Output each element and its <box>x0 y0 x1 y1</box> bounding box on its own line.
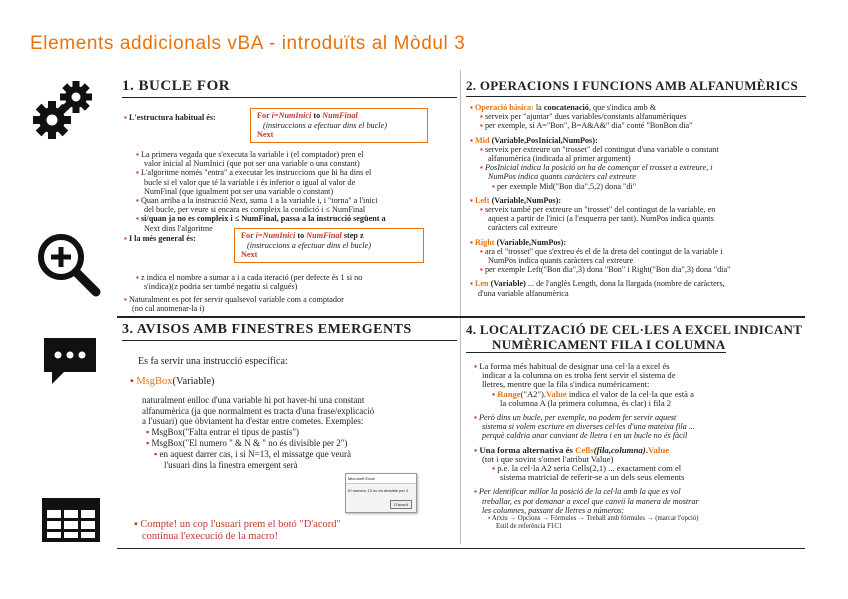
msgbox-dialog: Microsoft Excel El numero 13 no és divisible per 2 D'acord <box>345 473 417 513</box>
structure-label: ▪ L'estructura habitual és: <box>124 113 216 122</box>
divider-vertical <box>460 70 461 544</box>
message-bubble-icon <box>42 336 98 391</box>
page-title: Elements addicionals vBA - introduïts al Mòdul 3 <box>30 33 466 54</box>
code-box-for: For i=NumInici to NumFinal (instruccions a efectuar dins el bucle) Next <box>250 108 428 143</box>
section-cells: 4. LOCALITZACIÓ DE CEL·LES A EXCEL INDICANT NUMÈRICAMENT FILA I COLUMNA ▪ La forma més habitual de designar una cel·la a excel és indicar a la columna on es troba fent servir el sistema de lletres, mentre que la fila s'indica numèricament: ▪ Range("A2").Value indica el valor de la cel·la que està a la columna A (la primera columna, és clar) i fila 2 ▪ Però dins un bucle, per exemple, no podem fer servir aquest sistema si volem escriure en diverses cel·les d'una mateixa fila ... perquè caldria anar canviant de lletra i en un bucle no és fàcil ▪ Una forma alternativa és Cells(fila,columna).Value (tot i que sovint s'omet l'atribut Value) ▪ p.e. la cel·la A2 seria Cells(2,1) ... exactament com el sistema matricial de referir-se a un dels seus elements ▪ Per identificar millor la posició de la cel·la amb la que es vol treballar, es pot demanar a excel que canvii la manera de mostrar les columnes, passant de lletres a números: ▪ Arxiu → Opcions → Fórmules → Treball amb fórmules → (marcar l'opció) Estil de referència F1C1 <box>466 322 806 548</box>
zoom-in-icon <box>36 232 102 303</box>
section-avisos: 3. AVISOS AMB FINESTRES EMERGENTS Es fa servir una instrucció específica: ▪ MsgBox(Variable) naturalment enlloc d'una variable hi pot haver-hi una constant alfanumèrica (ja que normalment es tracta d'una frase/explicació a l'usuari) que òbviament ha d'estar entre cometes. Exemples: ▪ MsgBox("Falta entrar el tipus de pastís") ▪ MsgBox("El numero " & N & " no és divisible per 2") ▪ en aquest darrer cas, i si N=13, el missatge que veurà l'usuari dins la finestra emergent serà Microsoft Excel El numero 13 no és divisible per 2 D'acord ▪ Compte! un cop l'usuari prem el botó "D'acord" continua l'execució de la macro! <box>122 322 457 548</box>
section-alfanumerics: 2. OPERACIONS I FUNCIONS AMB ALFANUMÈRICS ▪ Operació bàsica: la concatenació, que s'indica amb & ▪ serveix per "ajuntar" dues variables/constants alfanumèriques ▪ per exemple, si A="Bon", B=A&A&" dia" conté "BonBon dia" ▪ Mid (Variable,PosInicial,NumPos): ▪ serveix per extreure un "trosset" del contingut d'una variable o constant alfanumèrica (indicada al primer argument) ▪ PosInicial indica la posició on ha de començar el trosset a extreure, i NumPos indica quants caràcters cal extreure ▪ per exemple Mid("Bon dia",5,2) dona "di" ▪ Left (Variable,NumPos): ▪ serveix també per extreure un "trosset" del contingut de la variable, en aquest a partir de l'inici (a l'esquerra per tant). NumPos indica quants caràcters cal extreure ▪ Right (Variable,NumPos): ▪ ara el "trosset" que s'extreu és el de la dreta del contingut de la variable i NumPos indica quants caràcters cal extreure ▪ per exemple Left("Bon dia",3) dona "Bon" i Right("Bon dia",3) dona "dia" ▪ Len (Variable) ... de l'anglès Length, dona la llargada (nombre de caràcters, d'una variable alfanumèrica <box>466 78 806 316</box>
section-title: 3. AVISOS AMB FINESTRES EMERGENTS <box>122 322 457 341</box>
section-bucle-for: 1. BUCLE FOR ▪ L'estructura habitual és: For i=NumInici to NumFinal (instruccions a efectuar dins el bucle) Next ▪ La primera vegada que s'executa la variable i (el comptador) pren el valor inicial al NumInici (que pot ser una variable o una constant) ▪ L'algoritme només "entra" a executar les instruccions que hi ha dins el bucle si el valor que té la variable i és inferior o igual al valor de NumFinal (que igualment pot ser una variable o constant) ▪ Quan arriba a la instrucció Next, suma 1 a la variable i, i "torna" a l'inici del bucle, per veure si encara es compleix la condició i ≤ NumFinal ▪ si/quan ja no es compleix i ≤ NumFinal, passa a la instrucció següent a Next dins l'algoritme ▪ I la més general és: For i=NumInici to NumFinal step z (instruccions a efectuar dins el bucle) Next ▪ z indica el nombre a sumar a i a cada iteració (per defecte és 1 si no s'indica)(z podria ser també negatiu si calgués) ▪ Naturalment es pot fer servir qualsevol variable com a comptador (no cal anomenar-la i) <box>122 78 457 316</box>
divider-horizontal <box>117 316 805 318</box>
section-title: 1. BUCLE FOR <box>122 78 457 98</box>
divider-bottom <box>117 548 805 549</box>
dialog-ok-button[interactable]: D'acord <box>390 500 412 509</box>
general-label: ▪ I la més general és: <box>124 234 196 243</box>
table-grid-icon <box>40 496 102 549</box>
section-title: 2. OPERACIONS I FUNCIONS AMB ALFANUMÈRICS <box>466 78 806 97</box>
code-box-for-step: For i=NumInici to NumFinal step z (instruccions a efectuar dins el bucle) Next <box>234 228 424 263</box>
section-title: 4. LOCALITZACIÓ DE CEL·LES A EXCEL INDICANT NUMÈRICAMENT FILA I COLUMNA <box>466 322 803 352</box>
gears-icon <box>28 80 100 147</box>
